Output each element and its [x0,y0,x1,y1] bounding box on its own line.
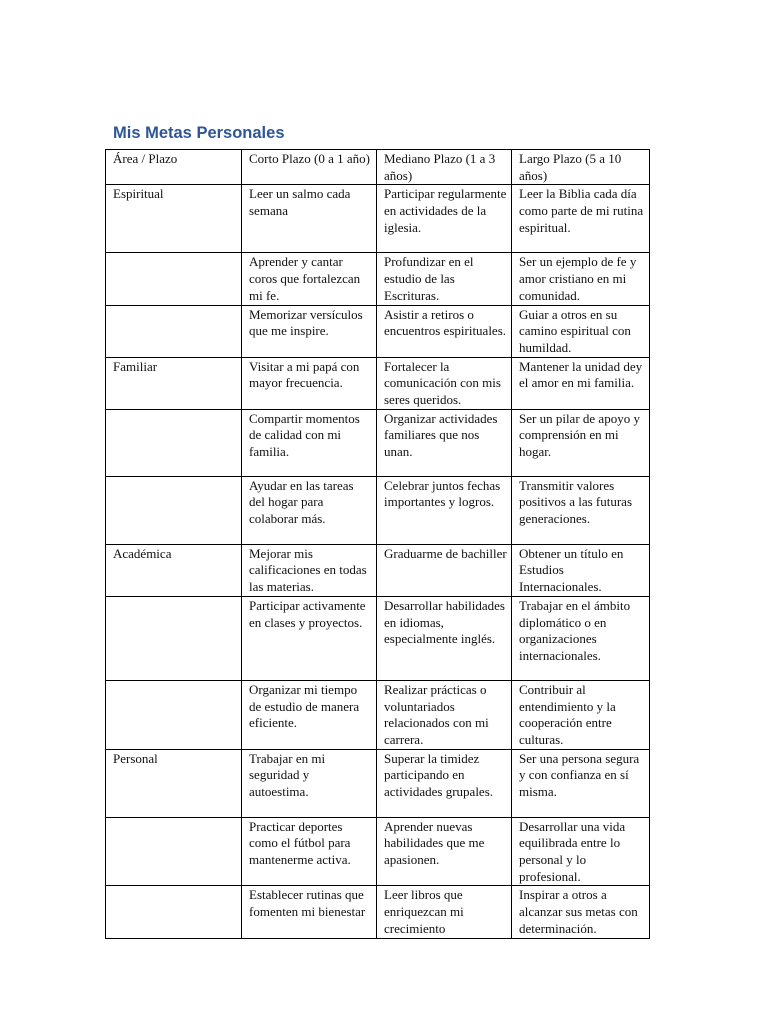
table-cell: Ayudar en las tareas del hogar para colaborar más. [242,476,377,544]
header-cell-short-term: Corto Plazo (0 a 1 año) [242,150,377,185]
table-cell: Visitar a mi papá con mayor frecuencia. [242,357,377,409]
header-cell-area: Área / Plazo [106,150,242,185]
table-row [106,476,650,544]
table-cell: Mejorar mis calificaciones en todas las materias. [242,544,377,596]
table-cell: Contribuir al entendimiento y la cooperación entre culturas. [512,680,650,749]
table-cell: Organizar mi tiempo de estudio de manera eficiente. [242,680,377,749]
table-cell: Profundizar en el estudio de las Escrituras. [377,253,512,305]
table-row [106,185,650,253]
table-cell: Ser un ejemplo de fe y amor cristiano en mi comunidad. [512,253,650,305]
table-cell: Leer libros que enriquezcan mi crecimiento [377,886,512,938]
table-cell: Obtener un título en Estudios Internacionales. [512,544,650,596]
header-cell-long-term: Largo Plazo (5 a 10 años) [512,150,650,185]
table-cell: Inspirar a otros a alcanzar sus metas con determinación. [512,886,650,938]
page-title: Mis Metas Personales [113,124,285,142]
table-cell: Compartir momentos de calidad con mi familia. [242,409,377,476]
goals-table [105,149,650,939]
table-cell: Aprender y cantar coros que fortalezcan mi fe. [242,253,377,305]
table-row [106,305,650,357]
table-row [106,596,650,680]
table-cell: Graduarme de bachiller [377,544,512,596]
table-cell: Trabajar en mi seguridad y autoestima. [242,749,377,817]
table-cell: Practicar deportes como el fútbol para mantenerme activa. [242,817,377,886]
table-cell: Participar activamente en clases y proyectos. [242,596,377,680]
table-cell: Fortalecer la comunicación con mis seres queridos. [377,357,512,409]
table-cell: Espiritual [106,185,242,253]
table-row [106,544,650,596]
table-cell: Ser un pilar de apoyo y comprensión en mi hogar. [512,409,650,476]
table-cell [106,817,242,886]
goals-table-body [106,150,650,939]
table-cell: Personal [106,749,242,817]
table-cell: Organizar actividades familiares que nos unan. [377,409,512,476]
table-cell: Académica [106,544,242,596]
table-cell [106,253,242,305]
table-row [106,749,650,817]
table-cell: Superar la timidez participando en actividades grupales. [377,749,512,817]
table-cell: Ser una persona segura y con confianza en sí misma. [512,749,650,817]
table-cell [106,680,242,749]
table-row [106,253,650,305]
table-header-row [106,150,650,185]
table-cell: Desarrollar habilidades en idiomas, especialmente inglés. [377,596,512,680]
table-cell: Leer la Biblia cada día como parte de mi rutina espiritual. [512,185,650,253]
table-row [106,409,650,476]
table-cell: Realizar prácticas o voluntariados relacionados con mi carrera. [377,680,512,749]
table-cell: Aprender nuevas habilidades que me apasionen. [377,817,512,886]
table-cell [106,476,242,544]
table-cell: Celebrar juntos fechas importantes y logros. [377,476,512,544]
table-cell [106,886,242,938]
table-cell [106,409,242,476]
table-cell: Establecer rutinas que fomenten mi bienestar [242,886,377,938]
table-cell: Asistir a retiros o encuentros espirituales. [377,305,512,357]
table-cell: Desarrollar una vida equilibrada entre lo personal y lo profesional. [512,817,650,886]
table-cell: Mantener la unidad dey el amor en mi familia. [512,357,650,409]
table-cell: Transmitir valores positivos a las futuras generaciones. [512,476,650,544]
table-cell: Guiar a otros en su camino espiritual con humildad. [512,305,650,357]
table-row [106,886,650,938]
table-cell: Participar regularmente en actividades de la iglesia. [377,185,512,253]
table-cell [106,305,242,357]
table-cell: Leer un salmo cada semana [242,185,377,253]
table-cell [106,596,242,680]
table-row [106,817,650,886]
table-cell: Memorizar versículos que me inspire. [242,305,377,357]
table-cell: Familiar [106,357,242,409]
table-cell: Trabajar en el ámbito diplomático o en organizaciones internacionales. [512,596,650,680]
table-row [106,357,650,409]
table-row [106,680,650,749]
header-cell-medium-term: Mediano Plazo (1 a 3 años) [377,150,512,185]
